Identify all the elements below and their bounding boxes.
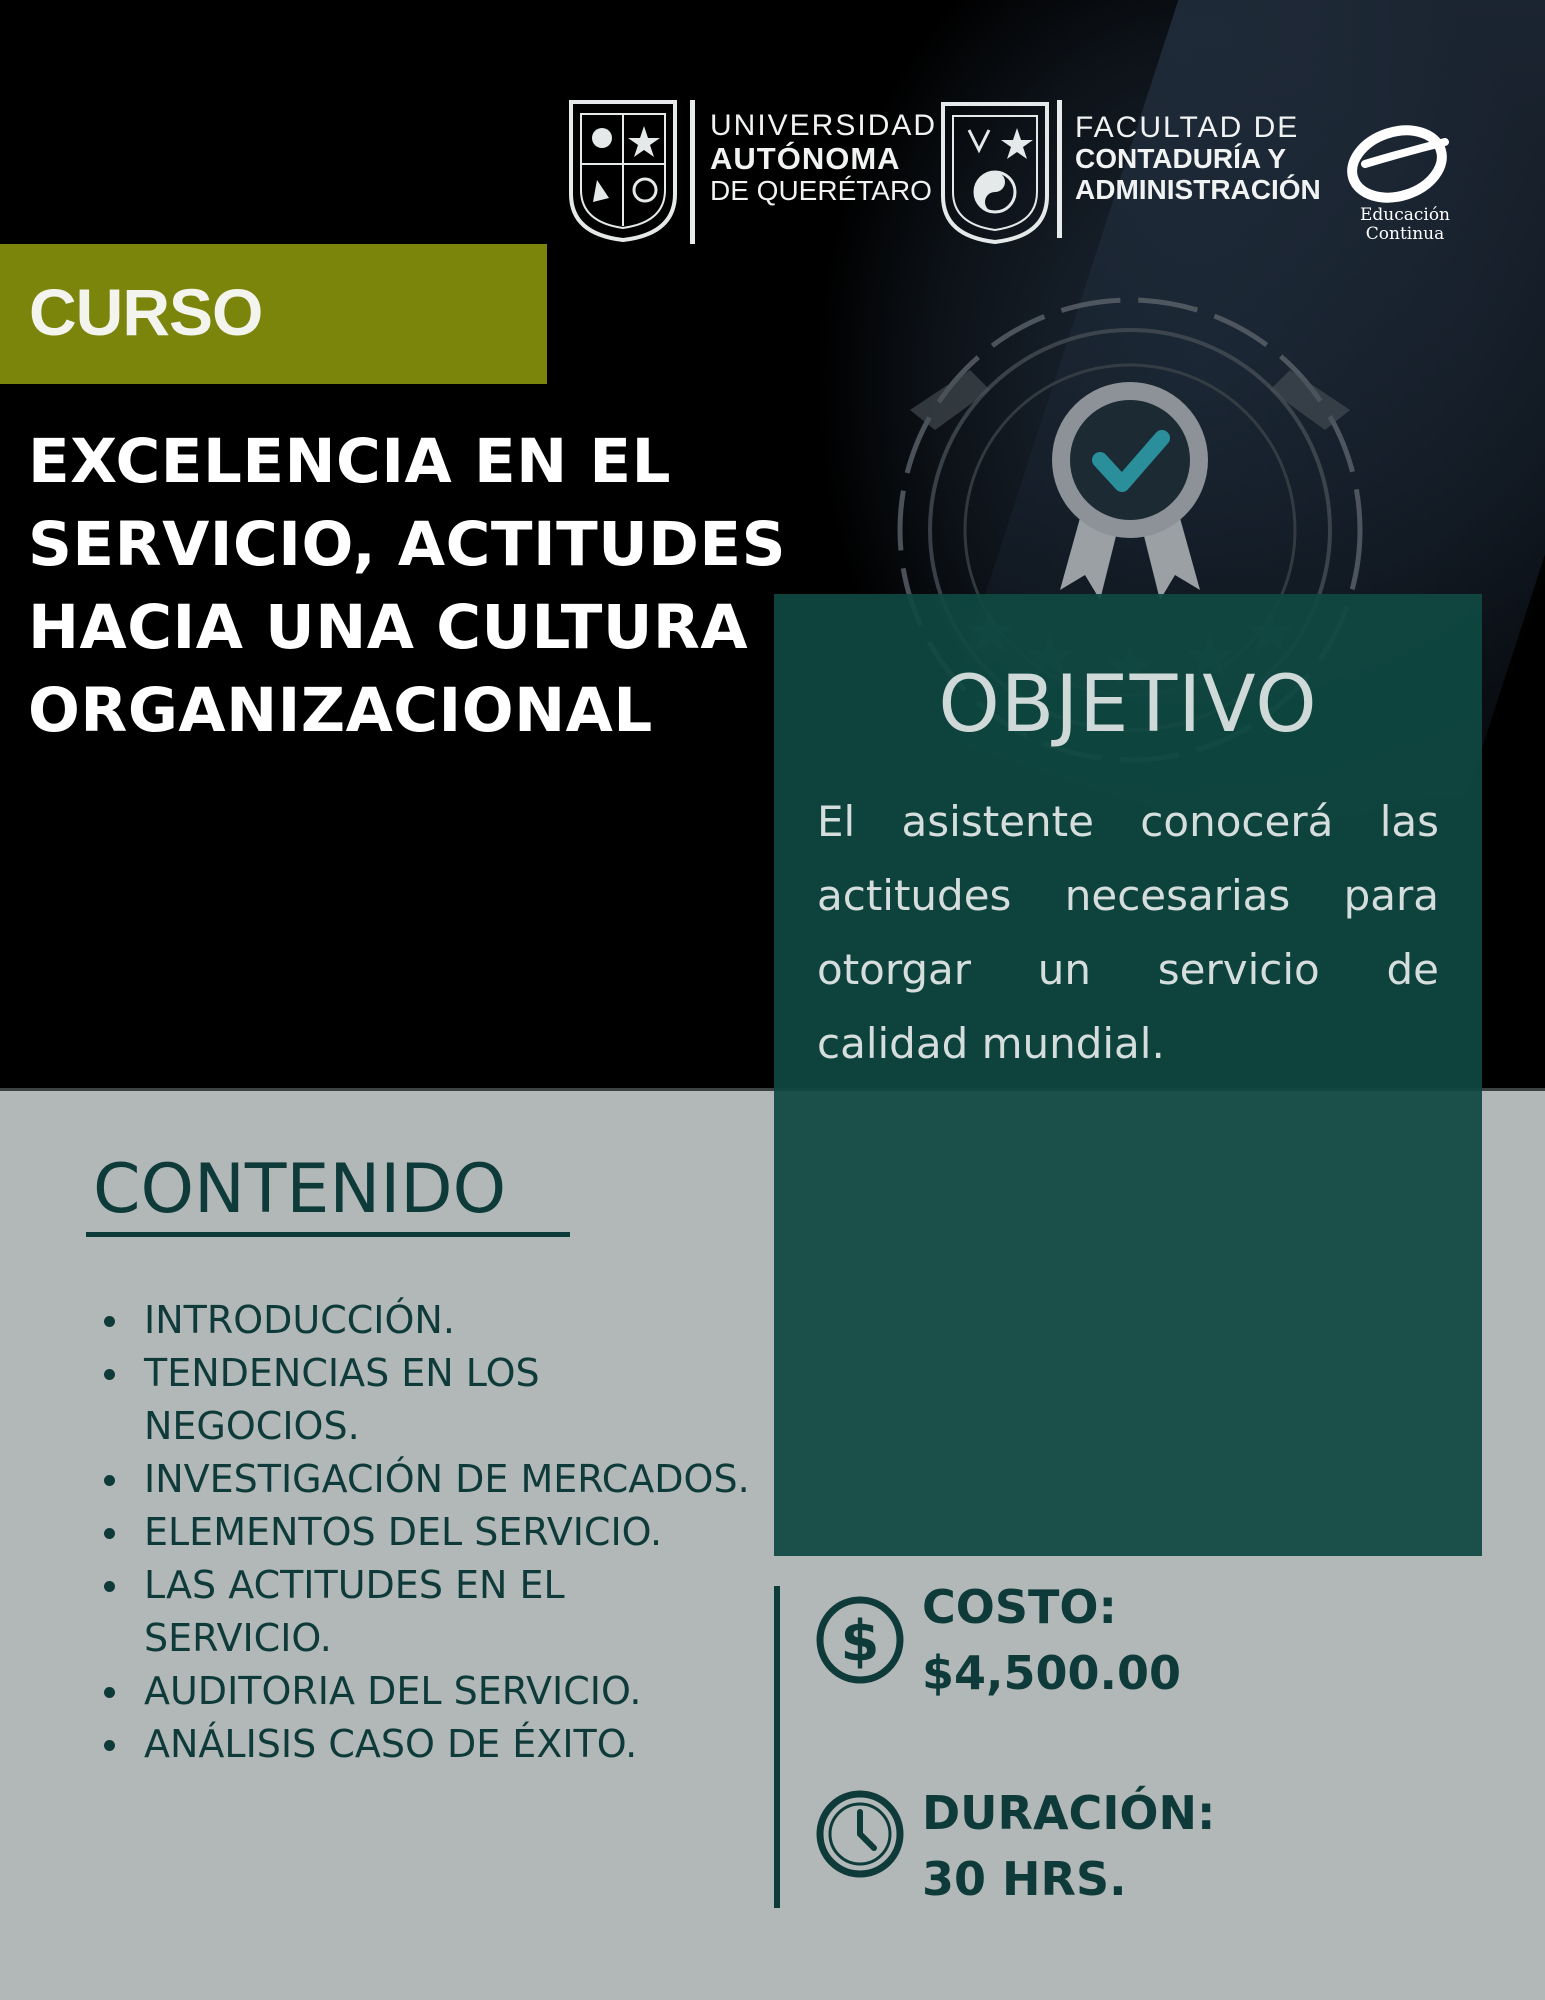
curso-label: CURSO	[29, 275, 263, 349]
educacion-continua-logo	[1335, 112, 1475, 252]
university-line-3: DE QUERÉTARO	[710, 174, 932, 206]
info-divider	[774, 1586, 780, 1908]
edu-line-1: Educación	[1359, 205, 1451, 225]
course-title-line: HACIA UNA CULTURA	[28, 592, 749, 663]
objective-title: OBJETIVO	[938, 660, 1318, 750]
university-name	[710, 110, 937, 206]
faculty-line-3: ADMINISTRACIÓN	[1075, 173, 1321, 205]
svg-text:$: $	[840, 1609, 880, 1674]
faculty-line-2: CONTADURÍA Y	[1075, 143, 1287, 175]
list-item: ANÁLISIS CASO DE ÉXITO.	[100, 1718, 780, 1771]
dollar-circle-icon	[814, 1594, 906, 1686]
list-item: INVESTIGACIÓN DE MERCADOS.	[100, 1453, 780, 1506]
university-crest-icon	[567, 98, 679, 244]
objective-text: El asistente conocerá las actitudes necesarias para otorgar un servicio de calidad mundial.	[817, 797, 1439, 1068]
duration-block	[922, 1780, 1215, 1912]
cost-value: $4,500.00	[922, 1646, 1181, 1700]
clock-icon	[814, 1788, 906, 1880]
cost-label: COSTO:	[922, 1580, 1117, 1634]
curso-badge	[0, 244, 547, 384]
faculty-crest-icon	[939, 100, 1051, 246]
course-title	[28, 420, 788, 752]
course-title-line: SERVICIO, ACTITUDES	[28, 509, 787, 580]
list-item: INTRODUCCIÓN.	[100, 1294, 780, 1347]
duration-value: 30 HRS.	[922, 1852, 1127, 1906]
logo-separator	[690, 100, 695, 244]
faculty-line-1: FACULTAD DE	[1075, 111, 1300, 144]
content-title-underline	[86, 1232, 570, 1237]
course-title-line: ORGANIZACIONAL	[28, 675, 653, 746]
logo-separator-2	[1057, 100, 1062, 238]
list-item: LAS ACTITUDES EN EL SERVICIO.	[100, 1559, 600, 1665]
faculty-name	[1075, 112, 1321, 205]
content-list	[100, 1294, 780, 1771]
university-line-2: AUTÓNOMA	[710, 141, 901, 177]
list-item: ELEMENTOS DEL SERVICIO.	[100, 1506, 780, 1559]
course-title-line: EXCELENCIA EN EL	[28, 426, 671, 497]
university-line-1: UNIVERSIDAD	[710, 109, 938, 142]
cost-block	[922, 1574, 1181, 1706]
list-item: TENDENCIAS EN LOS NEGOCIOS.	[100, 1347, 560, 1453]
duration-label: DURACIÓN:	[922, 1786, 1216, 1840]
list-item: AUDITORIA DEL SERVICIO.	[100, 1665, 780, 1718]
content-title: CONTENIDO	[93, 1150, 507, 1229]
educacion-continua-icon	[1335, 112, 1475, 204]
edu-line-2: Continua	[1365, 223, 1445, 244]
